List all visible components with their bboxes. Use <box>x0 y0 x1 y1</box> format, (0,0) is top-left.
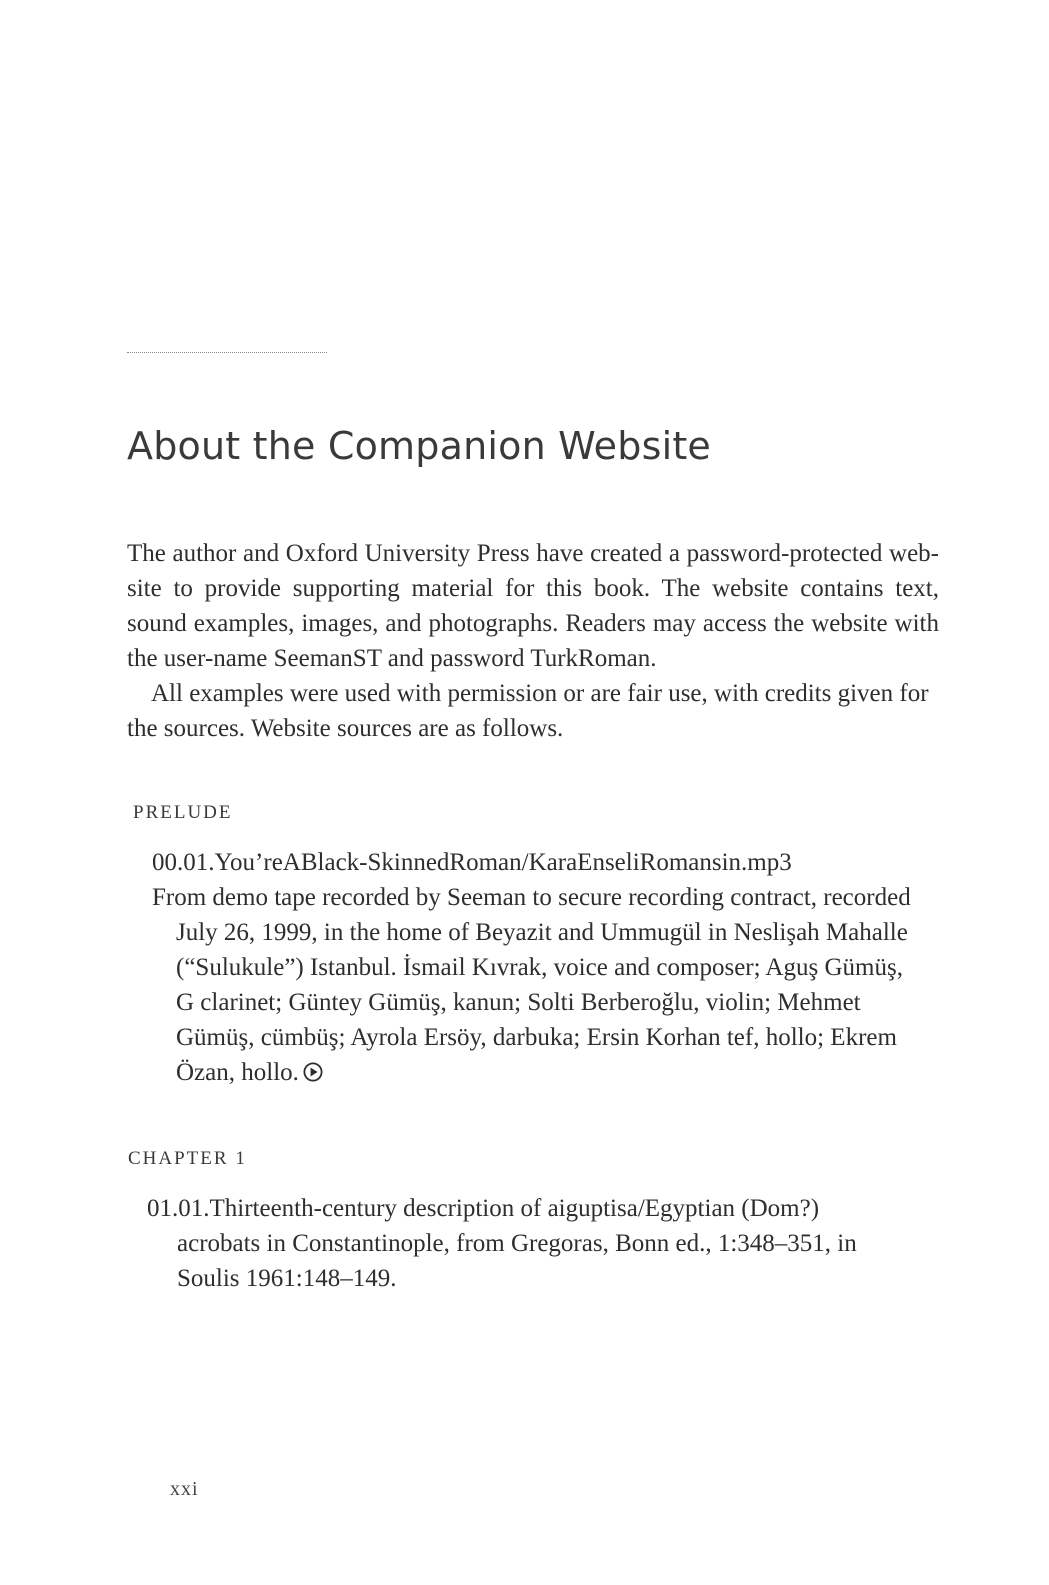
intro-paragraph-2: All examples were used with permission or are fair use, with credits given for the sources. Website sources are as follows. <box>127 680 929 742</box>
dotted-rule <box>127 352 327 353</box>
entry-description-line-1: Thirteenth-century description of aiguptisa/Egyptian (Dom?) <box>209 1195 820 1222</box>
play-circle-icon[interactable] <box>303 1062 323 1082</box>
page-title: About the Companion Website <box>127 424 712 468</box>
entry-filename: 01.01. <box>147 1195 210 1222</box>
list-item <box>152 845 912 1090</box>
intro-paragraph-1: The author and Oxford University Press have created a password-protected web-site to provide supporting material for this book. The website contains text, sound examples, images, and photographs. Readers may access the website with the user-name SeemanST and password TurkRoman. <box>127 540 939 672</box>
entry-description <box>152 880 912 1090</box>
section-heading-chapter-1: CHAPTER 1 <box>128 1148 247 1169</box>
entry-filename: 00.01.You’reABlack-SkinnedRoman/KaraEnseliRomansin.mp3 <box>152 849 792 876</box>
entry-description-text: From demo tape recorded by Seeman to secure recording contract, recorded July 26, 1999, in the home of Beyazit and Ummugül in Neslişah Mahalle (“Sulukule”) Istanbul. İsmail Kıvrak, voice and composer; Aguş Gümüş, G clarinet; Güntey Gümüş, kanun; Solti Berberoğlu, violin; Mehmet Gümüş, cümbüş; Ayrola Ersöy, darbuka; Ersin Korhan tef, hollo; Ekrem Özan, hollo. <box>152 884 911 1086</box>
entry-description-continued: acrobats in Constantinople, from Gregoras, Bonn ed., 1:348–351, in Soulis 1961:148–149. <box>177 1230 857 1292</box>
list-item <box>147 1191 907 1296</box>
page-number: xxi <box>170 1478 199 1500</box>
section-heading-prelude: PRELUDE <box>133 802 233 823</box>
